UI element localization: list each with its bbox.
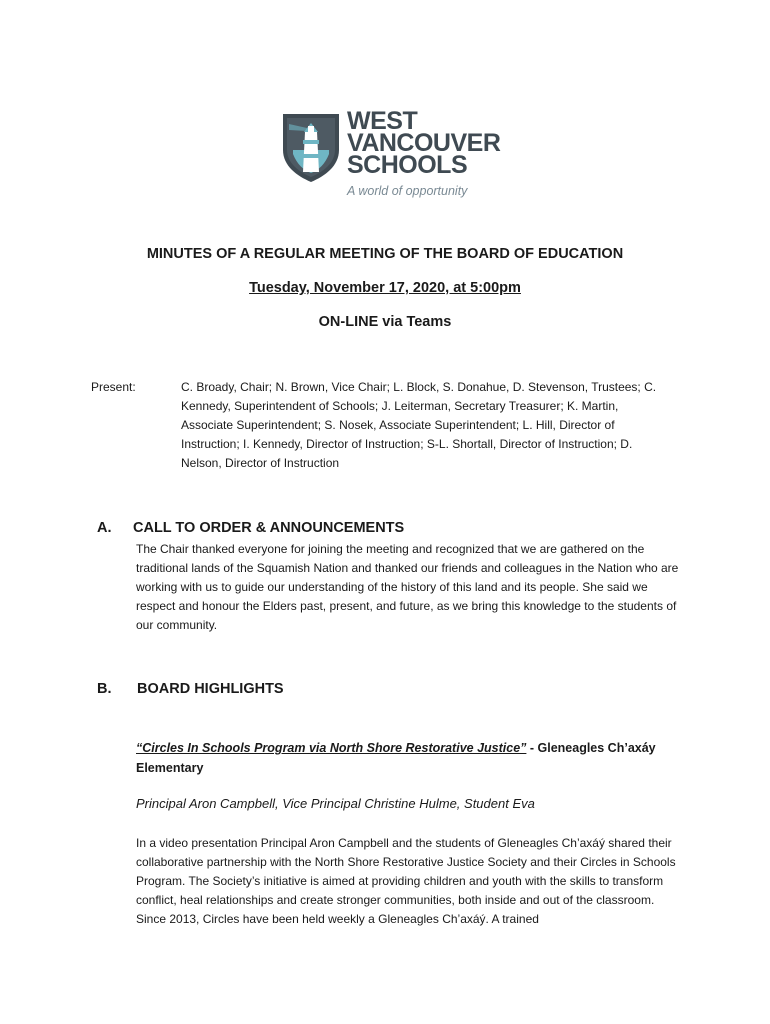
section-a-letter: A. — [97, 520, 112, 536]
program-heading — [136, 738, 682, 778]
section-b-body: In a video presentation Principal Aron Campbell and the students of Gleneagles Ch’axáý shared their collaborative partnership with the North Shore Restorative Justice Society and their Circles in Schools Program. The Society’s initiative is aimed at providing children and youth with the skills to transform conflict, heal relationships and create stronger communities, both inside and out of the classroom. Since 2013, Circles have been held weekly a Gleneagles Ch’axáý. A trained — [136, 836, 676, 926]
section-a-body: The Chair thanked everyone for joining the meeting and recognized that we are gathered on the traditional lands of the Squamish Nation and thanked our friends and colleagues in the Nation who are working with us to guide our understanding of the history of this land and its people. She said we respect and honour the Elders past, present, and future, as we bring this knowledge to the students of our community. — [136, 542, 679, 632]
presenters-line: Principal Aron Campbell, Vice Principal Christine Hulme, Student Eva — [136, 796, 535, 811]
meeting-location: ON-LINE via Teams — [318, 314, 452, 330]
section-b-letter: B. — [97, 681, 112, 697]
district-wordmark — [347, 107, 501, 179]
lighthouse-shield-icon — [281, 110, 341, 184]
program-school: - Gleneagles Ch’axá́y Elementary — [136, 741, 656, 775]
section-b-title: BOARD HIGHLIGHTS — [137, 681, 284, 697]
present-label: Present: — [91, 380, 136, 394]
logo-tagline: A world of opportunity — [347, 184, 468, 198]
wordmark-line-1: WEST — [347, 107, 418, 135]
program-title: “Circles In Schools Program via North Shore Restorative Justice” — [136, 741, 527, 755]
section-a-title: CALL TO ORDER & ANNOUNCEMENTS — [133, 520, 405, 536]
wordmark-line-3: SCHOOLS — [347, 151, 468, 179]
present-attendees: C. Broady, Chair; N. Brown, Vice Chair; L. Block, S. Donahue, D. Stevenson, Trustees; C. Kennedy, Superintendent of Schools; J. Leiterman, Secretary Treasurer; K. Martin, Associate Superintendent; S. Nosek, Associate Superintendent; L. Hill, Director of Instruction; I. Kennedy, Director of Instruction; S-L. Shortall, Director of Instruction; D. Nelson, Director of Instruction — [181, 380, 657, 470]
wordmark-line-2: VANCOUVER — [347, 129, 501, 157]
meeting-date: Tuesday, November 17, 2020, at 5:00pm — [249, 280, 521, 296]
district-logo — [281, 108, 501, 204]
document-title: MINUTES OF A REGULAR MEETING OF THE BOARD OF EDUCATION — [146, 246, 624, 262]
